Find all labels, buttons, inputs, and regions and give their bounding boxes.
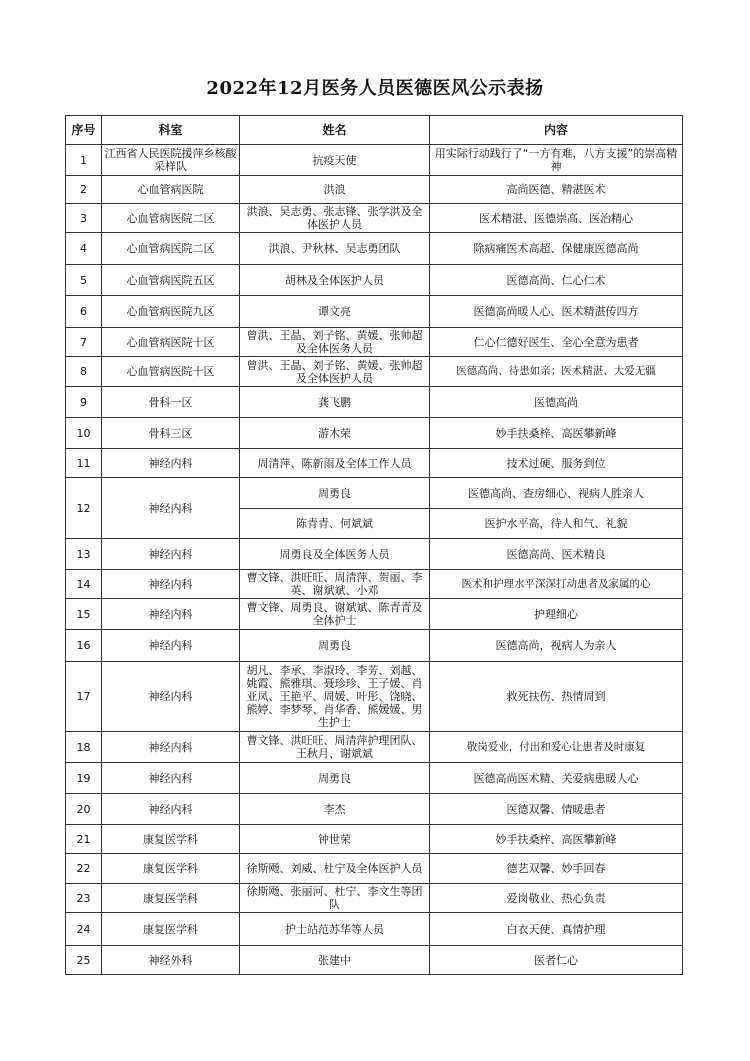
row-number: 20 xyxy=(66,794,102,825)
row-content: 医德高尚、医术精良 xyxy=(430,539,683,570)
row-number: 14 xyxy=(66,570,102,599)
row-name: 周勇良 xyxy=(240,478,430,509)
row-name: 洪浪、尹秋林、吴志勇团队 xyxy=(240,233,430,265)
row-name: 洪浪 xyxy=(240,176,430,204)
row-number: 23 xyxy=(66,884,102,913)
row-content: 医者仁心 xyxy=(430,946,683,975)
row-department: 神经内科 xyxy=(102,732,240,763)
row-number: 11 xyxy=(66,449,102,478)
table-row xyxy=(66,539,683,570)
table-row xyxy=(66,794,683,825)
row-content: 妙手扶桑梓、高医攀新峰 xyxy=(430,418,683,449)
row-department: 神经内科 xyxy=(102,539,240,570)
row-name: 谭文亮 xyxy=(240,296,430,328)
row-department: 康复医学科 xyxy=(102,884,240,913)
row-number: 3 xyxy=(66,204,102,233)
row-name: 胡凡、李承、李淑玲、李芳、刘越、姚霞、熊雅琪、聂珍珍、王子媛、肖亚凤、王艳平、周媛、叶彤、饶晓、熊婷、李梦琴、肖华香、熊媛媛、男生护士 xyxy=(240,662,430,732)
row-number: 18 xyxy=(66,732,102,763)
row-content: 爱岗敬业、热心负责 xyxy=(430,884,683,913)
row-name: 李杰 xyxy=(240,794,430,825)
table-row xyxy=(66,630,683,662)
row-content: 护理细心 xyxy=(430,599,683,630)
header-department: 科室 xyxy=(102,116,240,145)
page-title: 2022年12月医务人员医德医风公示表扬 xyxy=(206,78,544,99)
table-row xyxy=(66,204,683,233)
row-content: 高尚医德、精湛医术 xyxy=(430,176,683,204)
row-name: 护士站范苏华等人员 xyxy=(240,913,430,946)
table-row xyxy=(66,265,683,296)
row-name: 周勇良及全体医务人员 xyxy=(240,539,430,570)
row-number: 6 xyxy=(66,296,102,328)
table-row xyxy=(66,449,683,478)
row-department: 江西省人民医院援萍乡核酸采样队 xyxy=(102,145,240,176)
row-content: 医术和护理水平深深打动患者及家属的心 xyxy=(430,570,683,599)
row-content: 白衣天使、真情护理 xyxy=(430,913,683,946)
row-department: 康复医学科 xyxy=(102,913,240,946)
table-row xyxy=(66,884,683,913)
table-row xyxy=(66,145,683,176)
table-row xyxy=(66,599,683,630)
row-department: 康复医学科 xyxy=(102,854,240,884)
row-name: 徐斯飏、刘威、杜宁及全体医护人员 xyxy=(240,854,430,884)
table-row xyxy=(66,946,683,975)
row-content: 医德双馨、情暖患者 xyxy=(430,794,683,825)
row-number: 22 xyxy=(66,854,102,884)
row-name: 洪浪、吴志勇、张志锋、张学洪及全体医护人员 xyxy=(240,204,430,233)
row-content: 救死扶伤、热情周到 xyxy=(430,662,683,732)
row-name: 陈青青、何斌斌 xyxy=(240,509,430,539)
row-number: 2 xyxy=(66,176,102,204)
row-department: 神经内科 xyxy=(102,599,240,630)
row-number: 9 xyxy=(66,387,102,418)
header-content: 内容 xyxy=(430,116,683,145)
row-content: 医德高尚 xyxy=(430,387,683,418)
row-department: 心血管病医院 xyxy=(102,176,240,204)
row-name: 曹文锋、洪旺旺、周清萍、贺丽、李英、谢斌斌、小邓 xyxy=(240,570,430,599)
row-department: 神经内科 xyxy=(102,449,240,478)
row-number: 16 xyxy=(66,630,102,662)
row-content: 妙手扶桑梓、高医攀新峰 xyxy=(430,825,683,854)
row-number: 7 xyxy=(66,328,102,357)
row-department: 神经内科 xyxy=(102,794,240,825)
row-name: 曹文锋、洪旺旺、周清萍护理团队、王秋月、谢斌斌 xyxy=(240,732,430,763)
row-number: 1 xyxy=(66,145,102,176)
row-name: 胡林及全体医护人员 xyxy=(240,265,430,296)
row-content: 医护水平高，待人和气、礼貌 xyxy=(430,509,683,539)
row-department: 康复医学科 xyxy=(102,825,240,854)
row-department: 神经内科 xyxy=(102,763,240,794)
row-department: 骨科一区 xyxy=(102,387,240,418)
row-department: 心血管病医院五区 xyxy=(102,265,240,296)
row-name: 周勇良 xyxy=(240,763,430,794)
table-row xyxy=(66,854,683,884)
table-row xyxy=(66,176,683,204)
row-number: 10 xyxy=(66,418,102,449)
row-content: 技术过硬、服务到位 xyxy=(430,449,683,478)
row-department: 神经内科 xyxy=(102,630,240,662)
table-row xyxy=(66,825,683,854)
row-content: 医德高尚、待患如亲；医术精湛、大爱无疆 xyxy=(430,357,683,387)
row-department: 心血管病医院二区 xyxy=(102,204,240,233)
row-content: 医德高尚医术精、关爱病患暖人心 xyxy=(430,763,683,794)
table-row xyxy=(66,662,683,732)
row-content: 除病痛医术高超、保健康医德高尚 xyxy=(430,233,683,265)
row-number: 19 xyxy=(66,763,102,794)
row-department: 心血管病医院十区 xyxy=(102,328,240,357)
row-content: 医术精湛、医德崇高、医治精心 xyxy=(430,204,683,233)
table-row xyxy=(66,913,683,946)
table-row xyxy=(66,387,683,418)
row-content: 医德高尚、查房细心、视病人胜亲人 xyxy=(430,478,683,509)
row-content: 医德高尚，视病人为亲人 xyxy=(430,630,683,662)
row-name: 周清萍、陈新雨及全体工作人员 xyxy=(240,449,430,478)
table-row xyxy=(66,357,683,387)
table-row xyxy=(66,570,683,599)
row-content: 仁心仁德好医生、全心全意为患者 xyxy=(430,328,683,357)
header-name: 姓名 xyxy=(240,116,430,145)
row-department: 骨科三区 xyxy=(102,418,240,449)
row-number: 21 xyxy=(66,825,102,854)
row-content: 医德高尚、仁心仁术 xyxy=(430,265,683,296)
commendation-table xyxy=(65,115,683,975)
row-content: 德艺双馨、妙手回春 xyxy=(430,854,683,884)
row-number: 24 xyxy=(66,913,102,946)
row-name: 曹文锋、周勇良、谢斌斌、陈青青及全体护士 xyxy=(240,599,430,630)
row-name: 龚飞鹏 xyxy=(240,387,430,418)
table-row xyxy=(66,418,683,449)
row-name: 曾洪、王晶、刘子铭、黄媛、张帅超及全体医务人员 xyxy=(240,328,430,357)
header-number: 序号 xyxy=(66,116,102,145)
table-row xyxy=(66,328,683,357)
table-header-row xyxy=(66,116,683,145)
row-name: 抗疫天使 xyxy=(240,145,430,176)
row-content: 敬岗爱业，付出和爱心让患者及时康复 xyxy=(430,732,683,763)
table-row xyxy=(66,763,683,794)
row-department: 神经外科 xyxy=(102,946,240,975)
row-number: 4 xyxy=(66,233,102,265)
table-row xyxy=(66,732,683,763)
row-content: 用实际行动践行了“一方有难，八方支援”的崇高精神 xyxy=(430,145,683,176)
row-name: 徐斯飏、张丽河、杜宁、李文生等团队 xyxy=(240,884,430,913)
row-name: 张建中 xyxy=(240,946,430,975)
table-row xyxy=(66,478,683,509)
table-row xyxy=(66,296,683,328)
row-name: 周勇良 xyxy=(240,630,430,662)
row-number: 8 xyxy=(66,357,102,387)
row-name: 钟世荣 xyxy=(240,825,430,854)
row-department: 神经内科 xyxy=(102,662,240,732)
row-number: 13 xyxy=(66,539,102,570)
table-row xyxy=(66,233,683,265)
row-department: 神经内科 xyxy=(102,570,240,599)
row-number: 5 xyxy=(66,265,102,296)
row-department: 神经内科 xyxy=(102,478,240,539)
row-number: 25 xyxy=(66,946,102,975)
row-department: 心血管病医院九区 xyxy=(102,296,240,328)
row-number: 17 xyxy=(66,662,102,732)
row-content: 医德高尚暖人心、医术精湛传四方 xyxy=(430,296,683,328)
row-name: 曾洪、王晶、刘子铭、黄媛、张帅超及全体医护人员 xyxy=(240,357,430,387)
row-number: 12 xyxy=(66,478,102,539)
row-department: 心血管病医院十区 xyxy=(102,357,240,387)
row-number: 15 xyxy=(66,599,102,630)
row-name: 游木荣 xyxy=(240,418,430,449)
row-department: 心血管病医院二区 xyxy=(102,233,240,265)
